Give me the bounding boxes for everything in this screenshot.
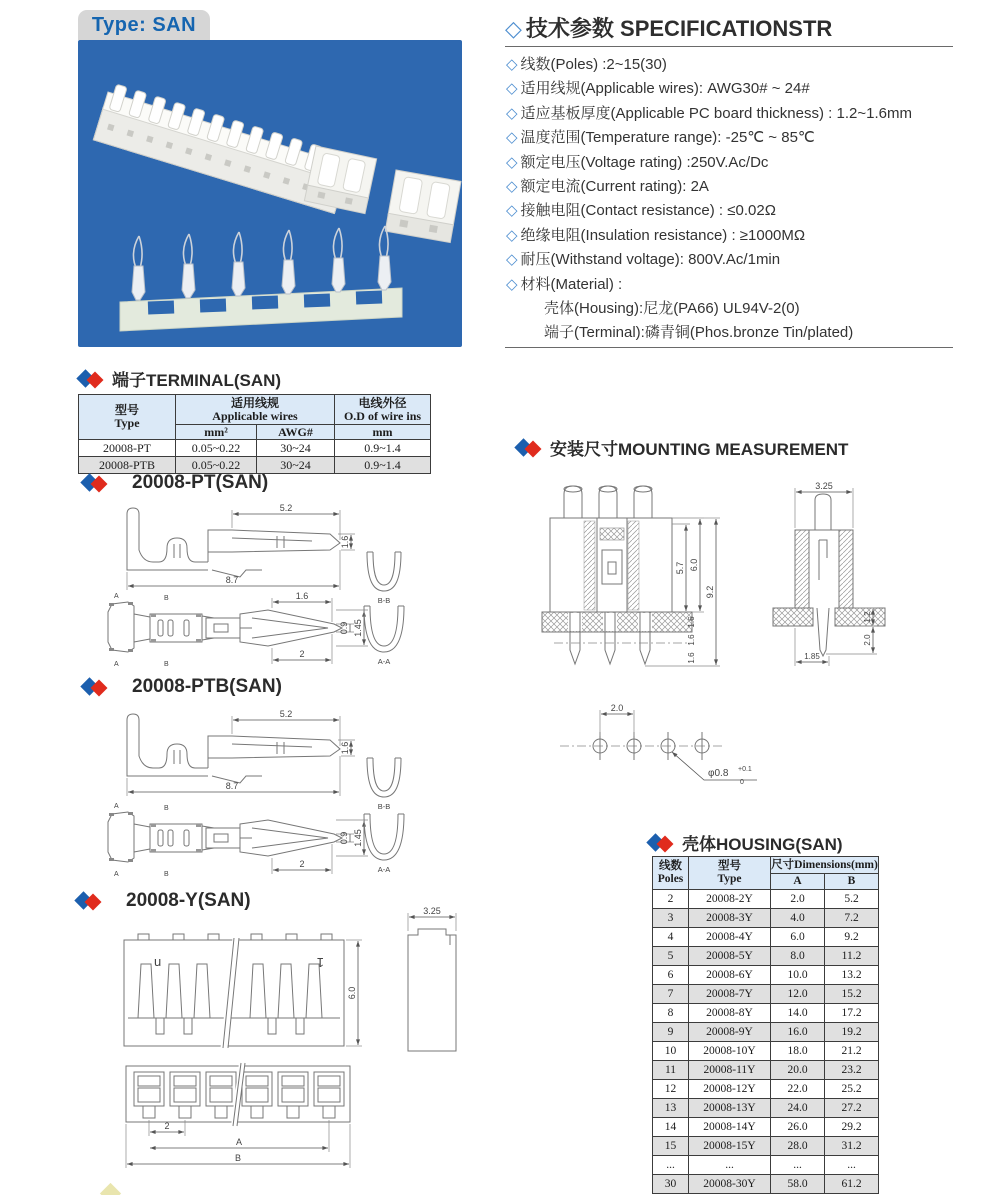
table-cell: 15.2: [825, 985, 879, 1004]
table-cell: 9.2: [825, 928, 879, 947]
corner-label: A: [114, 803, 119, 810]
table-cell: 20008-10Y: [689, 1042, 771, 1061]
dim-label: 1.45: [353, 619, 363, 637]
dim-label: 6.0: [689, 558, 699, 572]
table-row: [653, 1137, 879, 1156]
dim-label: 2: [164, 1121, 170, 1131]
table-cell: 2.0: [771, 890, 825, 909]
dim-label: 2: [299, 859, 305, 869]
dim-label: B: [234, 1153, 242, 1163]
terminal-section-heading: 端子TERMINAL(SAN): [78, 366, 281, 391]
spec-item: ◇ 额定电压(Voltage rating) :250V.Ac/Dc: [506, 153, 769, 171]
double-diamond-icon: [78, 369, 108, 389]
table-cell: 20008-PTB: [79, 457, 176, 474]
table-cell: 10: [653, 1042, 689, 1061]
table-row: [653, 985, 879, 1004]
double-diamond-icon: [82, 677, 112, 697]
dim-label: 9.2: [705, 585, 715, 599]
table-row: [653, 947, 879, 966]
table-cell: 3: [653, 909, 689, 928]
table-cell: 25.2: [825, 1080, 879, 1099]
table-cell: 16.0: [771, 1023, 825, 1042]
mounting-section-heading: 安装尺寸MOUNTING MEASUREMENT: [516, 435, 848, 460]
table-cell: 24.0: [771, 1099, 825, 1118]
table-cell: 29.2: [825, 1118, 879, 1137]
table-cell: 20.0: [771, 1061, 825, 1080]
table-cell: 20008-9Y: [689, 1023, 771, 1042]
small-housing-1: [304, 146, 376, 214]
table-row: [653, 1042, 879, 1061]
col-header-mm: mm: [335, 425, 431, 440]
table-cell: 23.2: [825, 1061, 879, 1080]
specifications-list: [506, 53, 966, 346]
hole-tol-upper: +0.1: [738, 766, 752, 773]
pcb-hole-pattern-drawing: [552, 694, 767, 794]
small-housing-2: [385, 170, 461, 243]
type-label: Type: SAN: [91, 13, 197, 36]
double-diamond-icon: [516, 438, 546, 458]
y-side-view-drawing: [398, 905, 468, 1055]
table-cell: 26.0: [771, 1118, 825, 1137]
table-cell: 22.0: [771, 1080, 825, 1099]
spec-item: ◇ 适用线规(Applicable wires): AWG30# ~ 24#: [506, 80, 810, 98]
table-row: [653, 1156, 879, 1175]
diamond-bullet-icon: ◇: [506, 129, 518, 147]
table-cell: 14: [653, 1118, 689, 1137]
section-label: A-A: [377, 657, 391, 666]
dim-label: 3.25: [815, 481, 833, 491]
table-row: [653, 966, 879, 985]
table-cell: 20008-8Y: [689, 1004, 771, 1023]
section-label: B-B: [377, 802, 391, 811]
spec-item: ◇ 适应基板厚度(Applicable PC board thickness) : 1.2~1.6mm: [506, 104, 912, 122]
table-cell: 11: [653, 1061, 689, 1080]
table-cell: ...: [653, 1156, 689, 1175]
double-diamond-icon: [82, 473, 112, 493]
col-header-type: 型号 Type: [689, 857, 771, 890]
col-header-type: 型号 Type: [79, 395, 176, 440]
dim-label: 1.85: [804, 652, 820, 661]
table-cell: 14.0: [771, 1004, 825, 1023]
diamond-bullet-icon: ◇: [506, 153, 518, 171]
table-row: [653, 1099, 879, 1118]
pt-section-heading: 20008-PT(SAN): [82, 472, 268, 494]
table-row: [79, 457, 431, 474]
corner-label: B: [164, 871, 169, 878]
table-cell: 58.0: [771, 1175, 825, 1194]
col-header-poles: 线数 Poles: [653, 857, 689, 890]
dim-label: 1.6: [687, 652, 696, 664]
type-tab: [78, 10, 210, 40]
col-header-b: B: [825, 874, 879, 890]
diamond-bullet-icon: ◇: [506, 251, 518, 269]
dim-label: 1.6: [687, 634, 696, 646]
mold-mark-right: 1: [316, 955, 324, 970]
table-cell: 20008-5Y: [689, 947, 771, 966]
dim-label: 2: [299, 649, 305, 659]
table-cell: 27.2: [825, 1099, 879, 1118]
dim-label: 1.6: [687, 616, 696, 628]
table-cell: 4: [653, 928, 689, 947]
product-photo: [78, 40, 462, 347]
col-header-dimensions: 尺寸Dimensions(mm): [771, 857, 879, 874]
table-cell: 0.9~1.4: [335, 440, 431, 457]
table-row: [653, 890, 879, 909]
table-cell: 20008-PT: [79, 440, 176, 457]
spec-item: ◇ 材料(Material) :: [506, 275, 623, 293]
diamond-bullet-icon: ◇: [506, 178, 518, 196]
mounting-front-drawing: [542, 480, 732, 680]
dim-label: 3.25: [423, 906, 441, 916]
corner-label: A: [114, 593, 119, 600]
table-cell: 20008-4Y: [689, 928, 771, 947]
spec-material-terminal: 端子(Terminal):磷青铜(Phos.bronze Tin/plated): [544, 324, 854, 342]
partial-corner-diamond: [100, 1183, 121, 1195]
dim-label: 1.6: [340, 535, 350, 549]
table-cell: 4.0: [771, 909, 825, 928]
col-header-wires: 适用线规 Applicable wires: [176, 395, 335, 425]
diamond-bullet-icon: ◇: [506, 104, 518, 122]
table-cell: 20008-7Y: [689, 985, 771, 1004]
spec-item: ◇ 耐压(Withstand voltage): 800V.Ac/1min: [506, 251, 781, 269]
diamond-bullet-icon: ◇: [506, 226, 518, 244]
table-cell: 6.0: [771, 928, 825, 947]
table-cell: 18.0: [771, 1042, 825, 1061]
col-header-a: A: [771, 874, 825, 890]
table-cell: 21.2: [825, 1042, 879, 1061]
table-cell: 12.0: [771, 985, 825, 1004]
y-bottom-view-drawing: [118, 1060, 368, 1175]
table-row: [653, 1118, 879, 1137]
corner-label: B: [164, 595, 169, 602]
table-row: [653, 1080, 879, 1099]
diamond-bullet-icon: ◇: [506, 202, 518, 220]
table-cell: 13: [653, 1099, 689, 1118]
table-cell: 15: [653, 1137, 689, 1156]
diamond-bullet-icon: ◇: [506, 275, 518, 293]
table-cell: 20008-2Y: [689, 890, 771, 909]
dim-label: 8.7: [225, 575, 239, 585]
housing-table: [652, 856, 879, 1194]
dim-label: 1.2: [863, 611, 872, 623]
diamond-bullet-icon: ◇: [506, 56, 518, 73]
table-cell: 6: [653, 966, 689, 985]
dim-label: 2.0: [863, 634, 872, 646]
ptb-top-view-drawing: [102, 800, 382, 880]
table-cell: 20008-12Y: [689, 1080, 771, 1099]
mounting-side-drawing: [773, 478, 888, 670]
dim-label: 5.7: [675, 561, 685, 575]
table-row: [653, 1004, 879, 1023]
table-cell: 28.0: [771, 1137, 825, 1156]
corner-label: B: [164, 805, 169, 812]
mold-mark-left: u: [154, 954, 162, 969]
diamond-outline-icon: ◇: [505, 16, 522, 41]
loose-terminals: [132, 226, 391, 300]
spec-item: ◇ 温度范围(Temperature range): -25℃ ~ 85℃: [506, 129, 815, 147]
table-cell: 17.2: [825, 1004, 879, 1023]
section-divider: [505, 347, 953, 348]
table-cell: 2: [653, 890, 689, 909]
table-cell: 20008-3Y: [689, 909, 771, 928]
table-row: [653, 1061, 879, 1080]
table-cell: 5.2: [825, 890, 879, 909]
dim-label: 2.0: [610, 703, 624, 713]
section-label: A-A: [377, 865, 391, 874]
col-header-awg: AWG#: [257, 425, 335, 440]
table-cell: ...: [771, 1156, 825, 1175]
housing-section-heading: 壳体HOUSING(SAN): [648, 830, 843, 855]
table-cell: 10.0: [771, 966, 825, 985]
table-cell: 20008-13Y: [689, 1099, 771, 1118]
table-row: [79, 440, 431, 457]
terminal-strip: [120, 288, 402, 331]
table-cell: 61.2: [825, 1175, 879, 1194]
table-cell: 20008-30Y: [689, 1175, 771, 1194]
table-row: [653, 928, 879, 947]
table-cell: 7.2: [825, 909, 879, 928]
ptb-side-view-drawing: [112, 706, 362, 800]
spec-item: ◇ 绝缘电阻(Insulation resistance) : ≥1000MΩ: [506, 226, 806, 244]
y-front-view-drawing: [118, 918, 368, 1053]
double-diamond-icon: [648, 833, 678, 853]
section-label: B-B: [377, 596, 391, 605]
table-cell: ...: [689, 1156, 771, 1175]
table-cell: 9: [653, 1023, 689, 1042]
table-cell: 8.0: [771, 947, 825, 966]
spec-item: ◇ 线数(Poles) :2~15(30): [506, 56, 667, 73]
hole-tol-lower: 0: [740, 779, 744, 786]
table-cell: 20008-15Y: [689, 1137, 771, 1156]
pt-top-view-drawing: [102, 590, 382, 670]
corner-label: A: [114, 871, 119, 878]
table-row: [653, 1023, 879, 1042]
hole-dia-label: φ0.8: [708, 768, 729, 779]
table-row: [653, 909, 879, 928]
spec-material-housing: 壳体(Housing):尼龙(PA66) UL94V-2(0): [544, 300, 800, 318]
dim-label: 1.6: [295, 591, 309, 601]
dim-label: 5.2: [279, 503, 293, 513]
corner-label: B: [164, 661, 169, 668]
pt-aa-section-drawing: [356, 598, 414, 668]
table-cell: 7: [653, 985, 689, 1004]
table-cell: 0.9~1.4: [335, 457, 431, 474]
table-cell: 30~24: [257, 440, 335, 457]
table-cell: 30: [653, 1175, 689, 1194]
y-section-heading: 20008-Y(SAN): [76, 890, 251, 912]
dim-label: A: [235, 1137, 243, 1147]
spec-item: ◇ 额定电流(Current rating): 2A: [506, 178, 709, 196]
col-header-od: 电线外径 O.D of wire ins: [335, 395, 431, 425]
specifications-title: ◇ 技术参数 SPECIFICATIONSTR: [505, 16, 833, 41]
table-cell: 0.05~0.22: [176, 457, 257, 474]
table-cell: ...: [825, 1156, 879, 1175]
col-header-mm2: mm²: [176, 425, 257, 440]
ptb-aa-section-drawing: [356, 806, 414, 876]
table-cell: 5: [653, 947, 689, 966]
dim-label: 1.45: [353, 829, 363, 847]
corner-label: A: [114, 661, 119, 668]
terminal-table: [78, 394, 431, 474]
dim-label: 8.7: [225, 781, 239, 791]
table-cell: 13.2: [825, 966, 879, 985]
dim-label: 5.2: [279, 709, 293, 719]
table-cell: 12: [653, 1080, 689, 1099]
table-cell: 8: [653, 1004, 689, 1023]
double-diamond-icon: [76, 891, 106, 911]
dim-label: 6.0: [347, 986, 357, 1000]
connectors-photo-illustration: [78, 40, 462, 347]
table-cell: 11.2: [825, 947, 879, 966]
table-cell: 20008-6Y: [689, 966, 771, 985]
dim-label: 0.9: [339, 621, 349, 635]
dim-label: 1.6: [340, 741, 350, 755]
ptb-section-heading: 20008-PTB(SAN): [82, 676, 282, 698]
pt-side-view-drawing: [112, 500, 362, 594]
table-row: [653, 1175, 879, 1194]
spec-item: ◇ 接触电阻(Contact resistance) : ≤0.02Ω: [506, 202, 776, 220]
table-cell: 20008-14Y: [689, 1118, 771, 1137]
diamond-bullet-icon: ◇: [506, 80, 518, 98]
table-cell: 19.2: [825, 1023, 879, 1042]
dim-label: 0.9: [339, 831, 349, 845]
title-underline: [505, 46, 953, 47]
table-cell: 20008-11Y: [689, 1061, 771, 1080]
table-cell: 30~24: [257, 457, 335, 474]
table-cell: 0.05~0.22: [176, 440, 257, 457]
table-cell: 31.2: [825, 1137, 879, 1156]
